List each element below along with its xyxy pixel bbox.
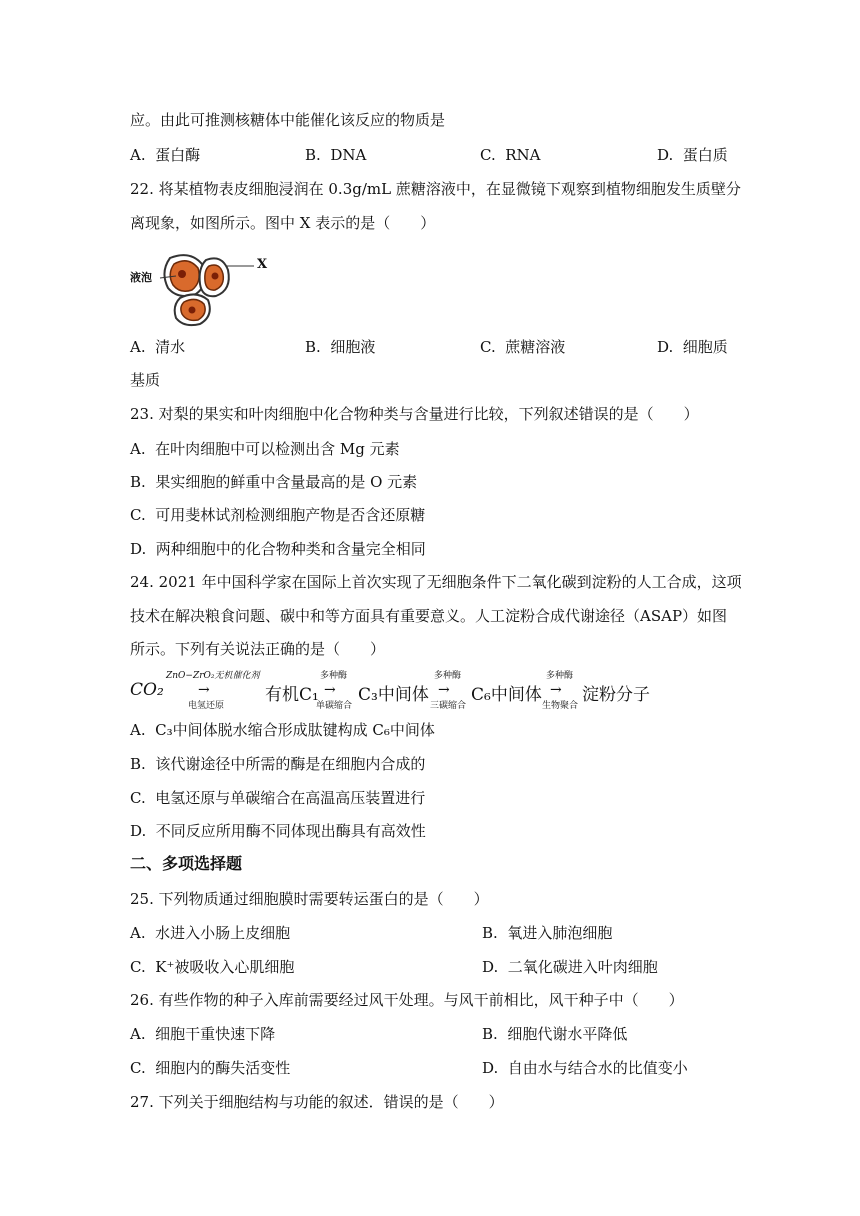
q23-option-b: B. 果实细胞的鲜重中含量最高的是 O 元素 bbox=[130, 473, 418, 491]
q22-options bbox=[130, 337, 730, 357]
q24-option-b: B. 该代谢途径中所需的酶是在细胞内合成的 bbox=[130, 755, 426, 773]
starch-term: 淀粉分子 bbox=[582, 685, 650, 705]
catalyst1-label: ZnO−ZrO₂无机催化剂 bbox=[166, 671, 260, 681]
q27-stem: 27. 下列关于细胞结构与功能的叙述．错误的是（ ） bbox=[130, 1093, 504, 1111]
q26-options-row1 bbox=[130, 1024, 730, 1044]
q22-option-d: D. 细胞质 bbox=[657, 338, 728, 356]
q22-stem-line1: 22. 将某植物表皮细胞浸润在 0.3g/mL 蔗糖溶液中，在显微镜下观察到植物细胞发生质壁分 bbox=[130, 180, 741, 198]
x-label: X bbox=[257, 257, 268, 272]
step1-label: 电氢还原 bbox=[188, 701, 225, 711]
q25-options-row2 bbox=[130, 957, 730, 977]
q26-option-d: D. 自由水与结合水的比值变小 bbox=[482, 1059, 688, 1077]
c3-term: C₃中间体 bbox=[358, 685, 429, 705]
q22-option-b: B. 细胞液 bbox=[305, 338, 376, 356]
catalyst4-label: 多种酶 bbox=[546, 671, 574, 681]
q24-option-a: A. C₃中间体脱水缩合形成肽键构成 C₆中间体 bbox=[130, 721, 435, 739]
q23-stem: 23. 对梨的果实和叶肉细胞中化合物种类与含量进行比较，下列叙述错误的是（ ） bbox=[130, 405, 699, 423]
q25-option-b: B. 氧进入肺泡细胞 bbox=[482, 924, 613, 942]
q22-stem-line2: 离现象，如图所示。图中 X 表示的是（ ） bbox=[130, 214, 436, 232]
arrow4: → bbox=[550, 682, 562, 698]
q23-option-d: D. 两种细胞中的化合物种类和含量完全相同 bbox=[130, 540, 426, 558]
q21-stem-tail: 应。由此可推测核糖体中能催化该反应的物质是 bbox=[130, 111, 446, 129]
q26-option-a: A. 细胞干重快速下降 bbox=[130, 1025, 276, 1043]
q25-options-row1 bbox=[130, 923, 730, 943]
q26-option-b: B. 细胞代谢水平降低 bbox=[482, 1025, 628, 1043]
q21-options bbox=[130, 145, 730, 165]
q26-option-c: C. 细胞内的酶失活变性 bbox=[130, 1059, 291, 1077]
arrow2: → bbox=[324, 682, 336, 698]
q25-option-d: D. 二氧化碳进入叶肉细胞 bbox=[482, 958, 658, 976]
catalyst3-label: 多种酶 bbox=[434, 671, 462, 681]
q25-option-a: A. 水进入小肠上皮细胞 bbox=[130, 924, 291, 942]
q24-option-c: C. 电氢还原与单碳缩合在高温高压装置进行 bbox=[130, 789, 426, 807]
section2-title: 二、多项选择题 bbox=[130, 854, 243, 873]
q21-option-b: B. DNA bbox=[305, 146, 367, 164]
c6-term: C₆中间体 bbox=[471, 685, 542, 705]
q21-option-c: C. RNA bbox=[480, 146, 541, 164]
step4-label: 生物聚合 bbox=[542, 701, 579, 711]
arrow3: → bbox=[438, 682, 450, 698]
asap-pathway-equation bbox=[130, 668, 730, 712]
q23-option-c: C. 可用斐林试剂检测细胞产物是否含还原糖 bbox=[130, 506, 426, 524]
q21-option-a: A. 蛋白酶 bbox=[130, 146, 201, 164]
q23-option-a: A. 在叶肉细胞中可以检测出含 Mg 元素 bbox=[130, 440, 400, 458]
q22-option-d-wrap: 基质 bbox=[130, 371, 161, 389]
q24-stem-line3: 所示。下列有关说法正确的是（ ） bbox=[130, 640, 386, 658]
q25-option-c: C. K⁺被吸收入心肌细胞 bbox=[130, 958, 295, 976]
c1-term: 有机C₁ bbox=[265, 685, 319, 705]
catalyst2-label: 多种酶 bbox=[320, 671, 348, 681]
q24-stem-line2: 技术在解决粮食问题、碳中和等方面具有重要意义。人工淀粉合成代谢途径（ASAP）如图 bbox=[130, 607, 728, 625]
q24-option-d: D. 不同反应所用酶不同体现出酶具有高效性 bbox=[130, 822, 426, 840]
q25-stem: 25. 下列物质通过细胞膜时需要转运蛋白的是（ ） bbox=[130, 890, 489, 908]
arrow1: → bbox=[198, 682, 210, 698]
q24-stem-line1: 24. 2021 年中国科学家在国际上首次实现了无细胞条件下二氧化碳到淀粉的人工合成，这项 bbox=[130, 573, 742, 591]
q26-options-row2 bbox=[130, 1058, 730, 1078]
plasmolysis-figure bbox=[130, 248, 280, 328]
vacuole-label: 液泡 bbox=[130, 271, 152, 284]
q21-option-d: D. 蛋白质 bbox=[657, 146, 728, 164]
q22-option-c: C. 蔗糖溶液 bbox=[480, 338, 566, 356]
step3-label: 三碳缩合 bbox=[430, 701, 467, 711]
step2-label: 单碳缩合 bbox=[316, 701, 353, 711]
q26-stem: 26. 有些作物的种子入库前需要经过风干处理。与风干前相比，风干种子中（ ） bbox=[130, 991, 684, 1009]
co2-term: CO₂ bbox=[130, 680, 164, 700]
q22-option-a: A. 清水 bbox=[130, 338, 186, 356]
